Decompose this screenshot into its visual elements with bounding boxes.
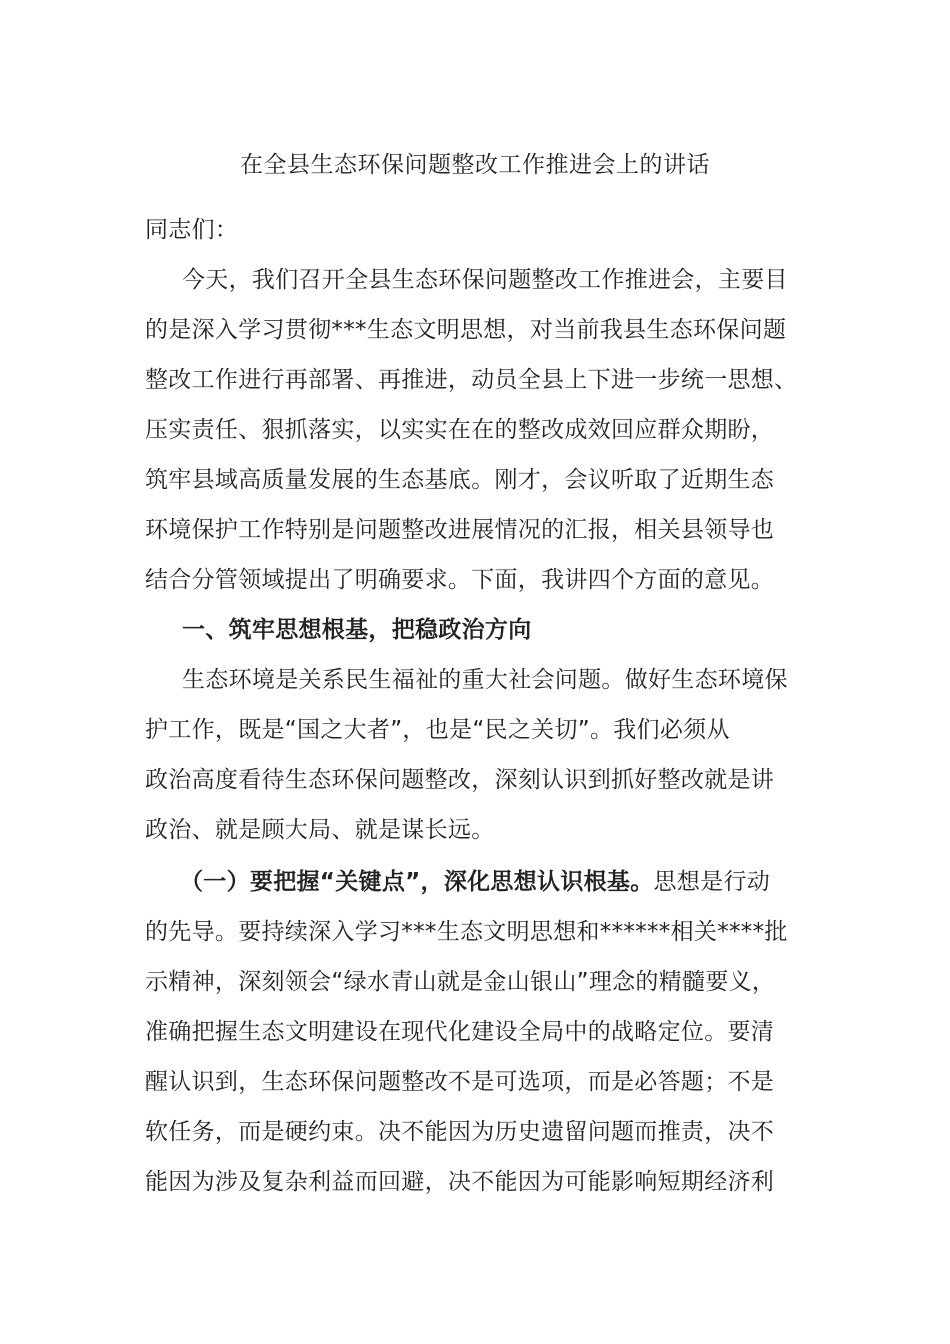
paragraph-line: 压实责任、狠抓落实，以实实在在的整改成效回应群众期盼， — [145, 417, 775, 443]
paragraph-line: 能因为涉及复杂利益而回避，决不能因为可能影响短期经济利 — [145, 1169, 775, 1195]
page-title: 在全县生态环保问题整改工作推进会上的讲话 — [240, 152, 710, 178]
paragraph-line: 今天，我们召开全县生态环保问题整改工作推进会，主要目 — [182, 267, 788, 293]
paragraph-line: 结合分管领域提出了明确要求。下面，我讲四个方面的意见。 — [145, 567, 775, 593]
paragraph-line: 准确把握生态文明建设在现代化建设全局中的战略定位。要清 — [145, 1019, 775, 1045]
paragraph-line: 醒认识到，生态环保问题整改不是可选项，而是必答题；不是 — [145, 1069, 775, 1095]
subheading-bold: （一）要把握“关键点”，深化思想认识根基。 — [180, 869, 654, 895]
paragraph-line: 示精神，深刻领会“绿水青山就是金山银山”理念的精髓要义， — [145, 969, 776, 995]
paragraph-line: 政治高度看待生态环保问题整改，深刻认识到抓好整改就是讲 — [145, 767, 775, 793]
paragraph-line: 政治、就是顾大局、就是谋长远。 — [145, 817, 495, 843]
salutation: 同志们： — [145, 217, 239, 243]
section-heading: 一、筑牢思想根基，把稳政治方向 — [182, 617, 532, 643]
paragraph-line: 生态环境是关系民生福祉的重大社会问题。做好生态环境保 — [182, 667, 788, 693]
paragraph-line: 环境保护工作特别是问题整改进展情况的汇报，相关县领导也 — [145, 517, 775, 543]
paragraph-line: 整改工作进行再部署、再推进，动员全县上下进一步统一思想、 — [145, 367, 798, 393]
paragraph-line: 护工作，既是“国之大者”，也是“民之关切”。我们必须从 — [145, 717, 730, 743]
subheading-rest: 思想是行动 — [653, 869, 771, 895]
paragraph-line: 软任务，而是硬约束。决不能因为历史遗留问题而推责，决不 — [145, 1119, 775, 1145]
paragraph-line: 筑牢县域高质量发展的生态基底。刚才，会议听取了近期生态 — [145, 467, 775, 493]
paragraph-line: 的先导。要持续深入学习***生态文明思想和******相关****批 — [145, 919, 788, 945]
subheading-line — [180, 865, 770, 899]
paragraph-line: 的是深入学习贯彻***生态文明思想，对当前我县生态环保问题 — [145, 317, 787, 343]
